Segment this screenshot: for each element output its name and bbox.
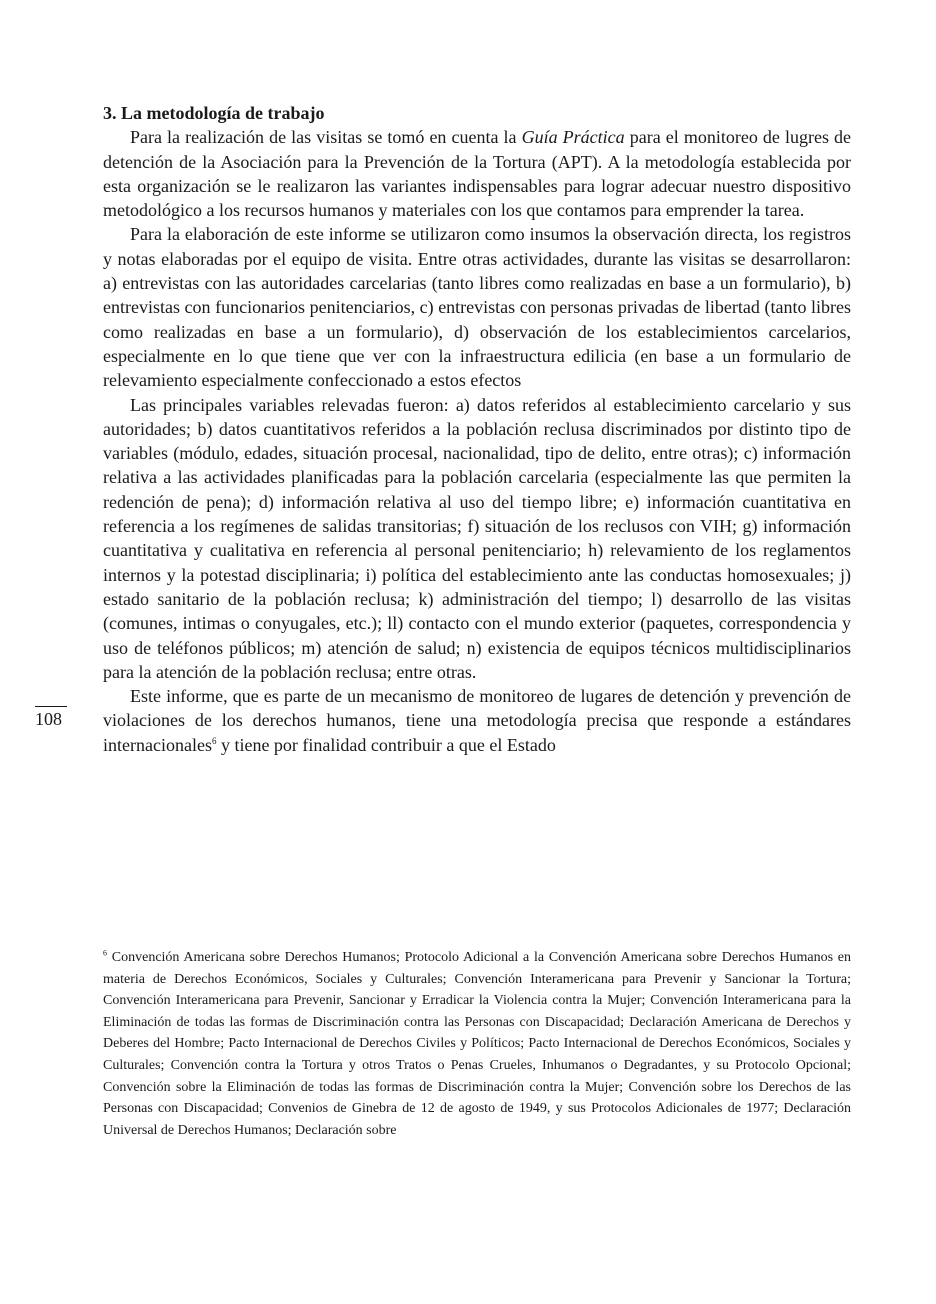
- page-body: [103, 101, 851, 757]
- page-number: 108: [35, 709, 62, 729]
- paragraph-methodology: [103, 125, 851, 222]
- footnote-reference: 6: [211, 735, 217, 746]
- footnote-text: Convención Americana sobre Derechos Humanos; Protocolo Adicional a la Convención Americana sobre Derechos Humanos en materia de Derechos Económicos, Sociales y Culturales; Convención Interamericana para Prevenir y Sancionar la Tortura; Convención Interamericana para Prevenir, Sancionar y Erradicar la Violencia contra la Mujer; Convención Interamericana para la Eliminación de todas las formas de Discriminación contra las Personas con Discapacidad; Declaración Americana de Derechos y Deberes del Hombre; Pacto Internacional de Derechos Civiles y Políticos; Pacto Internacional de Derechos Económicos, Sociales y Culturales; Convención contra la Tortura y otros Tratos o Penas Crueles, Inhumanos o Degradantes, y su Protocolo Opcional; Convención sobre la Eliminación de todas las formas de Discriminación contra la Mujer; Convención sobre los Derechos de las Personas con Discapacidad; Convenios de Ginebra de 12 de agosto de 1949, y sus Protocolos Adicionales de 1977; Declaración Universal de Derechos Humanos; Declaración sobre: [103, 950, 851, 1138]
- paragraph-methodology-end: para el monitoreo de lugres de detención de la Asociación para la Prevención de la Tortura (APT). A la metodología establecida por esta organización se le realizaron las variantes indispensables para lograr adecuar nuestro dispositivo metodológico a los recursos humanos y materiales con los que contamos para emprender la tarea.: [103, 127, 852, 221]
- paragraph-variables: Las principales variables relevadas fueron: a) datos referidos al establecimiento carcelario y sus autoridades; b) datos cuantitativos referidos a la población reclusa discriminados por distinto tipo de variables (módulo, edades, situación procesal, nacionalidad, tipo de delito, entre otras); c) información relativa a las actividades planificadas para la población carcelaria (especialmente las que permiten la redención de pena); d) información relativa al uso del tiempo libre; e) información cuantitativa en referencia a los regímenes de salidas transitorias; f) situación de los reclusos con VIH; g) información cuantitativa y cualitativa en referencia al personal penitenciario; h) relevamiento de los reglamentos internos y la potestad disciplinaria; i) política del establecimiento ante las conductas homosexuales; j) estado sanitario de la población reclusa; k) administración del tiempo; l) desarrollo de las visitas (comunes, intimas o conyugales, etc.); ll) contacto con el mundo exterior (paquetes, correspondencia y uso de teléfonos públicos; m) atención de salud; n) existencia de equipos técnicos multidisciplinarios para la atención de la población reclusa; entre otras.: [103, 394, 851, 682]
- page-number-rule: [35, 706, 67, 707]
- footnote-marker: 6: [103, 948, 107, 958]
- paragraph-methodology-start: Para la realización de las visitas se tomó en cuenta la: [130, 127, 522, 148]
- paragraph-report: [103, 684, 851, 757]
- footnotes: [103, 947, 851, 1141]
- guide-title: Guía Práctica: [521, 127, 625, 148]
- paragraph-inputs: Para la elaboración de este informe se utilizaron como insumos la observación directa, los registros y notas elaboradas por el equipo de visita. Entre otras actividades, durante las visitas se desarrollaron: a) entrevistas con las autoridades carcelarias (tanto libres como realizadas en base a un formulario), b) entrevistas con funcionarios penitenciarios, c) entrevistas con personas privadas de libertad (tanto libres como realizadas en base a un formulario), d) observación de los establecimientos carcelarios, especialmente en lo que tiene que ver con la infraestructura edilicia (en base a un formulario de relevamiento especialmente confeccionado a estos efectos: [103, 224, 851, 391]
- paragraph-report-start: Este informe, que es parte de un mecanismo de monitoreo de lugares de detención y prevención de violaciones de los derechos humanos, tiene una metodología precisa que responde a estándares internacionales: [103, 686, 851, 755]
- section-heading: 3. La metodología de trabajo: [103, 103, 325, 123]
- footnote-6: [103, 947, 851, 1141]
- paragraph-report-end: y tiene por finalidad contribuir a que el Estado: [216, 734, 556, 755]
